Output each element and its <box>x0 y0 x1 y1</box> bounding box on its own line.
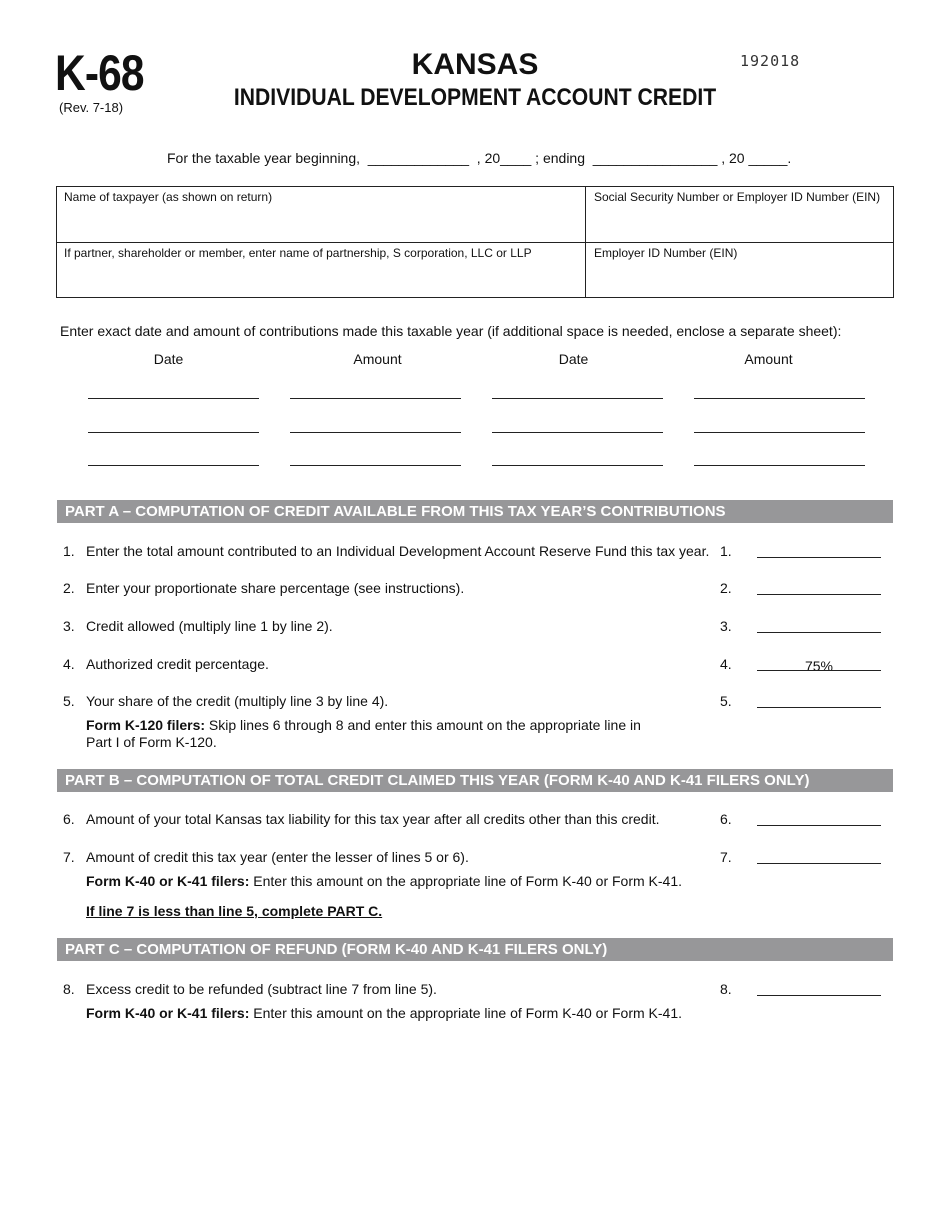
line-number: 7. <box>63 849 75 865</box>
instruction-text: If line 7 is less than line 5, complete PART C. <box>86 903 383 919</box>
line-1-answer-field[interactable] <box>757 557 881 558</box>
form-title: INDIVIDUAL DEVELOPMENT ACCOUNT CREDIT <box>233 84 717 111</box>
taxpayer-name-field[interactable]: Name of taxpayer (as shown on return) <box>64 190 273 204</box>
part-c-instruction <box>86 903 382 920</box>
contribution-date-field[interactable] <box>492 398 663 399</box>
line-2-answer-field[interactable] <box>757 594 881 595</box>
tax-year-line[interactable]: For the taxable year beginning, _____________ , 20____ ; ending ________________ , 20 _____. <box>167 150 792 166</box>
line-number: 4. <box>63 656 75 672</box>
part-b-heading: PART B – COMPUTATION OF TOTAL CREDIT CLAIMED THIS YEAR (FORM K-40 AND K-41 FILERS ONLY) <box>57 769 893 792</box>
state-title: KANSAS <box>411 48 539 81</box>
contribution-amount-field[interactable] <box>694 398 865 399</box>
line-4-value: 75% <box>804 658 834 674</box>
line-number: 5. <box>63 693 75 709</box>
form-id: K-68 <box>55 45 144 101</box>
line-8-answer-field[interactable] <box>757 995 881 996</box>
line-description: Excess credit to be refunded (subtract line 7 from line 5). <box>86 981 437 997</box>
line-ref: 5. <box>720 693 732 709</box>
line-description: Amount of your total Kansas tax liability for this tax year after all credits other than this credit. <box>86 811 660 827</box>
contribution-amount-field[interactable] <box>290 432 461 433</box>
line-description: Amount of credit this tax year (enter the lesser of lines 5 or 6). <box>86 849 469 865</box>
k120-filers-note <box>86 717 641 751</box>
line-5-answer-field[interactable] <box>757 707 881 708</box>
col-amount-2: Amount <box>744 351 793 367</box>
line-number: 2. <box>63 580 75 596</box>
contribution-amount-field[interactable] <box>694 432 865 433</box>
contribution-date-field[interactable] <box>492 465 663 466</box>
partnership-name-field[interactable]: If partner, shareholder or member, enter name of partnership, S corporation, LLC or LLP <box>64 246 532 260</box>
line-number: 1. <box>63 543 75 559</box>
k40-filers-note <box>86 873 682 890</box>
ein-field[interactable]: Employer ID Number (EIN) <box>594 246 738 260</box>
taxpayer-id-box <box>56 186 894 298</box>
ssn-ein-field[interactable]: Social Security Number or Employer ID Number (EIN) <box>594 190 881 204</box>
line-6-answer-field[interactable] <box>757 825 881 826</box>
contribution-date-field[interactable] <box>88 398 259 399</box>
line-number: 6. <box>63 811 75 827</box>
line-4-answer-field[interactable] <box>757 670 881 671</box>
part-c-heading: PART C – COMPUTATION OF REFUND (FORM K-40 AND K-41 FILERS ONLY) <box>57 938 893 961</box>
note-label: Form K-40 or K-41 filers: <box>86 1005 250 1021</box>
line-ref: 1. <box>720 543 732 559</box>
k40-filers-note-c <box>86 1005 682 1022</box>
line-3-answer-field[interactable] <box>757 632 881 633</box>
col-date-1: Date <box>153 351 184 367</box>
line-description: Your share of the credit (multiply line 3 by line 4). <box>86 693 389 709</box>
contribution-date-field[interactable] <box>88 432 259 433</box>
note-text: Skip lines 6 through 8 and enter this amount on the appropriate line in <box>205 717 641 733</box>
line-number: 8. <box>63 981 75 997</box>
revision-label: (Rev. 7-18) <box>59 100 124 115</box>
line-description: Authorized credit percentage. <box>86 656 269 672</box>
line-ref: 4. <box>720 656 732 672</box>
contribution-amount-field[interactable] <box>290 398 461 399</box>
form-code: 192018 <box>740 52 801 70</box>
line-ref: 3. <box>720 618 732 634</box>
part-a-heading: PART A – COMPUTATION OF CREDIT AVAILABLE FROM THIS TAX YEAR’S CONTRIBUTIONS <box>57 500 893 523</box>
note-label: Form K-40 or K-41 filers: <box>86 873 250 889</box>
col-date-2: Date <box>558 351 589 367</box>
line-7-answer-field[interactable] <box>757 863 881 864</box>
note-text: Part I of Form K-120. <box>86 734 217 750</box>
contribution-amount-field[interactable] <box>694 465 865 466</box>
contribution-amount-field[interactable] <box>290 465 461 466</box>
contributions-intro: Enter exact date and amount of contributions made this taxable year (if additional space is needed, enclose a separate sheet): <box>60 323 842 339</box>
note-label: Form K-120 filers: <box>86 717 206 733</box>
note-text: Enter this amount on the appropriate line of Form K-40 or Form K-41. <box>249 1005 683 1021</box>
line-description: Enter your proportionate share percentage (see instructions). <box>86 580 465 596</box>
line-ref: 8. <box>720 981 732 997</box>
line-ref: 7. <box>720 849 732 865</box>
line-number: 3. <box>63 618 75 634</box>
line-description: Enter the total amount contributed to an Individual Development Account Reserve Fund this tax year. <box>86 543 710 559</box>
contribution-date-field[interactable] <box>88 465 259 466</box>
contribution-date-field[interactable] <box>492 432 663 433</box>
line-ref: 2. <box>720 580 732 596</box>
col-amount-1: Amount <box>353 351 402 367</box>
line-ref: 6. <box>720 811 732 827</box>
line-description: Credit allowed (multiply line 1 by line 2). <box>86 618 333 634</box>
note-text: Enter this amount on the appropriate line of Form K-40 or Form K-41. <box>249 873 683 889</box>
